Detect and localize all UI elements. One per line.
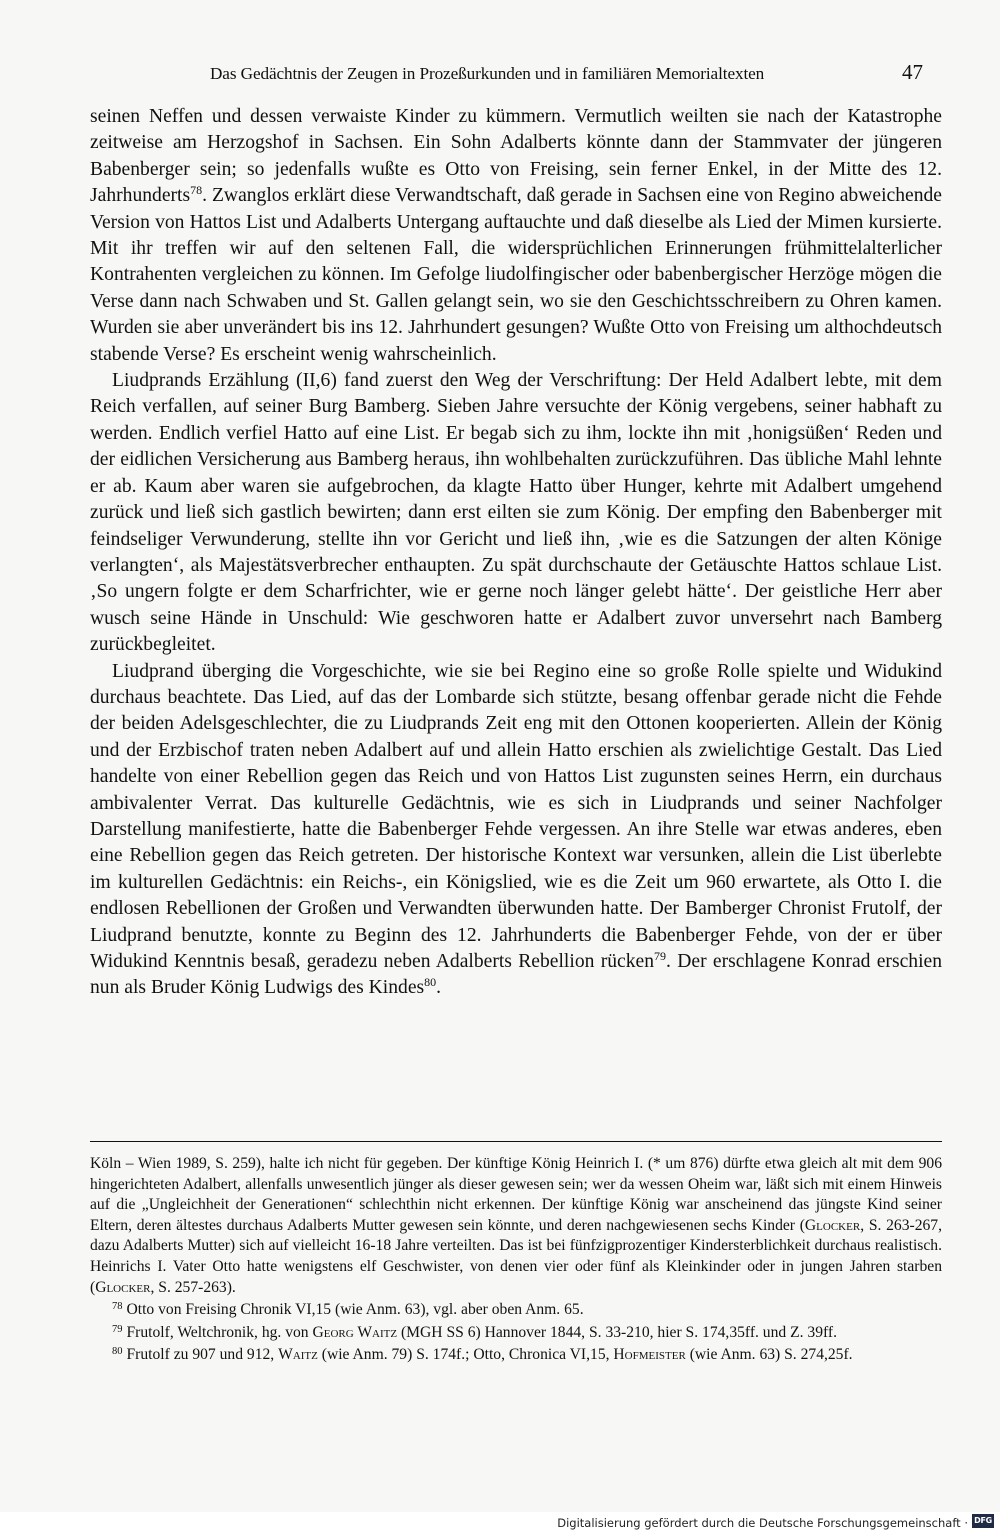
- dfg-logo-icon: DFG: [972, 1514, 994, 1528]
- main-text: [90, 104, 942, 1002]
- footnote-79: [90, 1323, 942, 1344]
- footnote-cont-text-c: , S. 257-263).: [150, 1278, 236, 1296]
- footnote-80: [90, 1345, 942, 1366]
- footnote-78: [90, 1300, 942, 1321]
- footnote-text-c: (wie Anm. 63) S. 274,25f.: [685, 1346, 853, 1364]
- paragraph-1-text-b: . Zwanglos erklärt diese Verwandtschaft, daß gerade in Sachsen eine von Regino abweichende Version von Hattos List und Adalberts Untergang auftauchte und daß dieselbe als Lied der Mimen kursierte. Mit ihr treffen wir auf den seltenen Fall, die widersprüchlichen Erinnerungen frühmittelalterlicher Kontrahenten vergleichen zu können. Im Gefolge liudolfingischer oder babenbergischer Herzöge mögen die Verse dann nach Schwaben und St. Gallen gelangt sein, wo sie den Geschichtsschreibern zu Ohren kamen. Wurden sie aber unverändert bis ins 12. Jahrhundert gesungen? Wußte Otto von Freising um althochdeutsch stabende Verse? Es erscheint wenig wahrscheinlich.: [90, 185, 942, 365]
- author-name: Glocker: [804, 1216, 861, 1234]
- paragraph-1-text-a: seinen Neffen und dessen verwaiste Kinder zu kümmern. Vermutlich weilten sie nach der Katastrophe zeitweise am Herzogshof in Sachsen. Ein Sohn Adalberts könnte dann der Stammvater der jüngeren Babenberger sein; so jedenfalls wußte es Otto von Freising, sein ferner Enkel, in der Mitte des 12. Jahrhunderts: [90, 106, 942, 207]
- footnote-divider: [90, 1141, 942, 1142]
- footnote-text-b: (wie Anm. 79) S. 174f.; Otto, Chronica VI,15,: [317, 1346, 614, 1364]
- author-name: Hofmeister: [613, 1346, 686, 1364]
- footnote-cont-text-b: , S. 263-267, dazu Adalberts Mutter) sich auf vielleicht 16-18 Jahre verteilten. Das ist bei fünfzigprozentiger Kindersterblichkeit durchaus realistisch. Heinrichs I. Vater Otto hatte wenigstens elf Geschwister, von denen vier oder fünf als Kleinkinder oder in jungen Jahren starben (: [90, 1216, 942, 1296]
- paragraph-3-text-c: .: [436, 977, 442, 999]
- paragraph-3-text-a: Liudprand überging die Vorgeschichte, wie sie bei Regino eine so große Rolle spielte und Widukind durchaus beachtete. Das Lied, auf das der Lombarde sich stützte, besang offenbar gerade nicht die Fehde der beiden Adelsgeschlechter, die zu Liudprands Zeit eng mit den Ottonen kooperierten. Allein der König und der Erzbischof traten neben Adalbert auf und allein Hatto erschien als zwielichtige Gestalt. Das Lied handelte von einer Rebellion gegen das Reich und von Hattos List zugunsten seines Herrn, ein durchaus ambivalenter Verrat. Das kulturelle Gedächtnis, wie es sich in Liudprands und seiner Nachfolger Darstellung manifestierte, hatte die Babenberger Fehde vergessen. An ihre Stelle war etwas anderes, eben eine Rebellion gegen das Reich getreten. Der historische Kontext war versunken, allein die List überlebte im kulturellen Gedächtnis: ein Reichs-, ein Königslied, wie es die Zeit um 960 erwartete, als Otto I. die endlosen Rebellionen der Großen und Verwandten überwunden hatte. Der Bamberger Chronist Frutolf, der Liudprand benutzte, konnte zu Beginn des 12. Jahrhunderts die Babenberger Fehde, von der er über Widukind Kenntnis besaß, geradezu neben Adalberts Rebellion rücken: [90, 660, 942, 972]
- author-name: Glocker: [95, 1278, 151, 1296]
- footnote-text-a: Frutolf zu 907 und 912,: [126, 1346, 279, 1364]
- author-name: Waitz: [278, 1346, 318, 1364]
- paragraph-1: [90, 104, 942, 368]
- footnote-marker: 78: [112, 1301, 123, 1313]
- footnote-ref-80: 80: [424, 975, 437, 990]
- footnote-marker: 80: [112, 1346, 123, 1358]
- footnote-text-a: Frutolf, Weltchronik, hg. von: [126, 1323, 313, 1341]
- footnote-text: Otto von Freising Chronik VI,15 (wie Anm. 63), vgl. aber oben Anm. 65.: [126, 1301, 584, 1319]
- funding-note: Digitalisierung gefördert durch die Deutsche Forschungsgemeinschaft ·: [557, 1516, 968, 1530]
- footnote-ref-79: 79: [654, 949, 667, 963]
- page-number: 47: [902, 60, 923, 84]
- paragraph-2: Liudprands Erzählung (II,6) fand zuerst den Weg der Verschriftung: Der Held Adalbert lebte, mit dem Reich verfallen, auf seiner Burg Bamberg. Sieben Jahre versuchte der König vergebens, seiner habhaft zu werden. Endlich verfiel Hatto auf eine List. Er begab sich zu ihm, lockte ihn mit ‚honigsüßen‘ Reden und der eidlichen Versicherung aus Bamberg heraus, ihn wohlbehalten zurückzuführen. Das übliche Mahl lehnte er ab. Kaum aber waren sie aufgebrochen, da klagte Hatto über Hunger, kehrte mit Adalbert umgehend zurück und ließ sich gastlich bewirten; dann erst eilten sie zum König. Der empfing den Babenberger mit feindseliger Verwunderung, stellte ihn vor Gericht und ließ ihn, ‚wie es die Satzungen der alten Könige verlangten‘, als Majestätsverbrecher enthaupten. Zu spät durchschaute der Getäuschte Hattos schlaue List. ‚So ungern folgte er dem Scharfrichter, wie er gerne noch länger gelebt hätte‘. Der geistliche Herr aber wusch seine Hände in Unschuld: Wie geschworen hatte er Adalbert zuvor unversehrt nach Bamberg zurückbegleitet.: [90, 370, 942, 656]
- running-header: Das Gedächtnis der Zeugen in Prozeßurkunden und in familiären Memorialtexten: [210, 64, 765, 83]
- footnote-ref-78: 78: [190, 183, 203, 198]
- footnote-continuation: [90, 1154, 942, 1298]
- footnote-marker: 79: [112, 1323, 123, 1335]
- footnote-cont-text-a: Köln – Wien 1989, S. 259), halte ich nicht für gegeben. Der künftige König Heinrich I. (* um 876) dürfte etwa gleich alt mit dem 906 hingerichteten Adalbert, allenfalls unwesentlich jünger als dieser gewesen sein; wer da wessen Oheim war, läßt sich mit einem Hinweis auf die „Ungleichheit der Generationen“ schlechthin nicht erkennen. Der künftige König war anscheinend das jüngste Kind seiner Eltern, deren ältestes durchaus Adalberts Mutter gewesen sein könnte, und deren nachgewiesenen sechs Kinder (: [90, 1155, 942, 1234]
- footnotes: [90, 1154, 942, 1366]
- author-name: Georg Waitz: [312, 1323, 398, 1341]
- paragraph-3: [90, 659, 942, 1002]
- footnote-text-b: (MGH SS 6) Hannover 1844, S. 33-210, hier S. 174,35ff. und Z. 39ff.: [397, 1323, 838, 1341]
- paragraph-3-text-b: . Der erschlagene Konrad erschien nun als Bruder König Ludwigs des Kindes: [90, 951, 943, 999]
